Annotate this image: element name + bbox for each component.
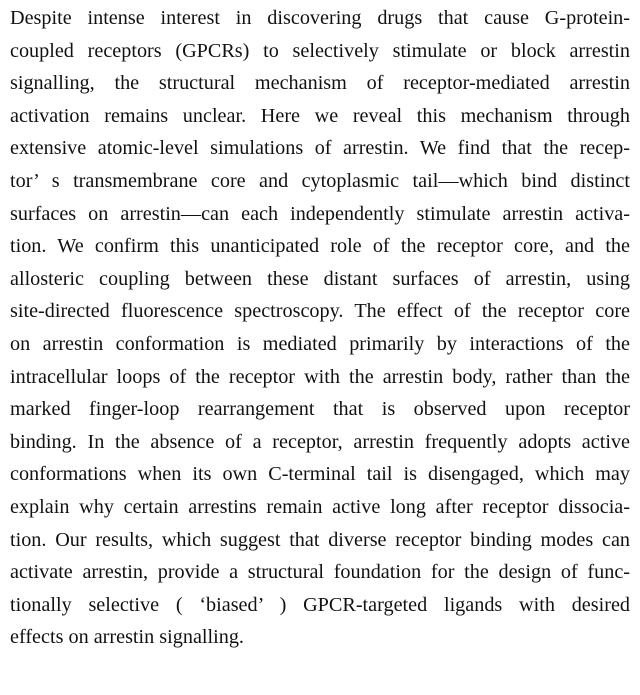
text-line: on arrestin conformation is mediated primarily by interactions of the bbox=[10, 332, 630, 355]
text-line: conformations when its own C-terminal tail is disengaged, which may bbox=[10, 463, 630, 486]
text-line: signalling, the structural mechanism of receptor-mediated arrestin bbox=[10, 72, 630, 95]
text-line: extensive atomic-level simulations of arrestin. We find that the recep- bbox=[10, 137, 630, 160]
text-line: tionally selective ( ‘biased’ ) GPCR-targeted ligands with desired bbox=[10, 593, 630, 616]
text-line: activation remains unclear. Here we reveal this mechanism through bbox=[10, 104, 630, 127]
text-line: binding. In the absence of a receptor, arrestin frequently adopts active bbox=[10, 430, 630, 453]
text-line: activate arrestin, provide a structural foundation for the design of func- bbox=[10, 561, 630, 584]
text-line: explain why certain arrestins remain active long after receptor dissocia- bbox=[10, 495, 630, 518]
text-line: coupled receptors (GPCRs) to selectively stimulate or block arrestin bbox=[10, 39, 630, 62]
abstract-paragraph bbox=[10, 2, 630, 654]
text-line: surfaces on arrestin—can each independently stimulate arrestin activa- bbox=[10, 202, 630, 225]
text-line: site-directed fluorescence spectroscopy. The effect of the receptor core bbox=[10, 300, 630, 323]
text-line: tion. Our results, which suggest that diverse receptor binding modes can bbox=[10, 528, 630, 551]
text-line: intracellular loops of the receptor with the arrestin body, rather than the bbox=[10, 365, 630, 388]
text-line: Despite intense interest in discovering drugs that cause G-protein- bbox=[10, 7, 630, 29]
text-line: tor’ s transmembrane core and cytoplasmic tail—which bind distinct bbox=[10, 169, 630, 192]
text-line: tion. We confirm this unanticipated role of the receptor core, and the bbox=[10, 235, 630, 258]
text-line: marked finger-loop rearrangement that is observed upon receptor bbox=[10, 398, 630, 421]
text-line-last: effects on arrestin signalling. bbox=[10, 626, 244, 649]
text-line: allosteric coupling between these distant surfaces of arrestin, using bbox=[10, 267, 630, 290]
